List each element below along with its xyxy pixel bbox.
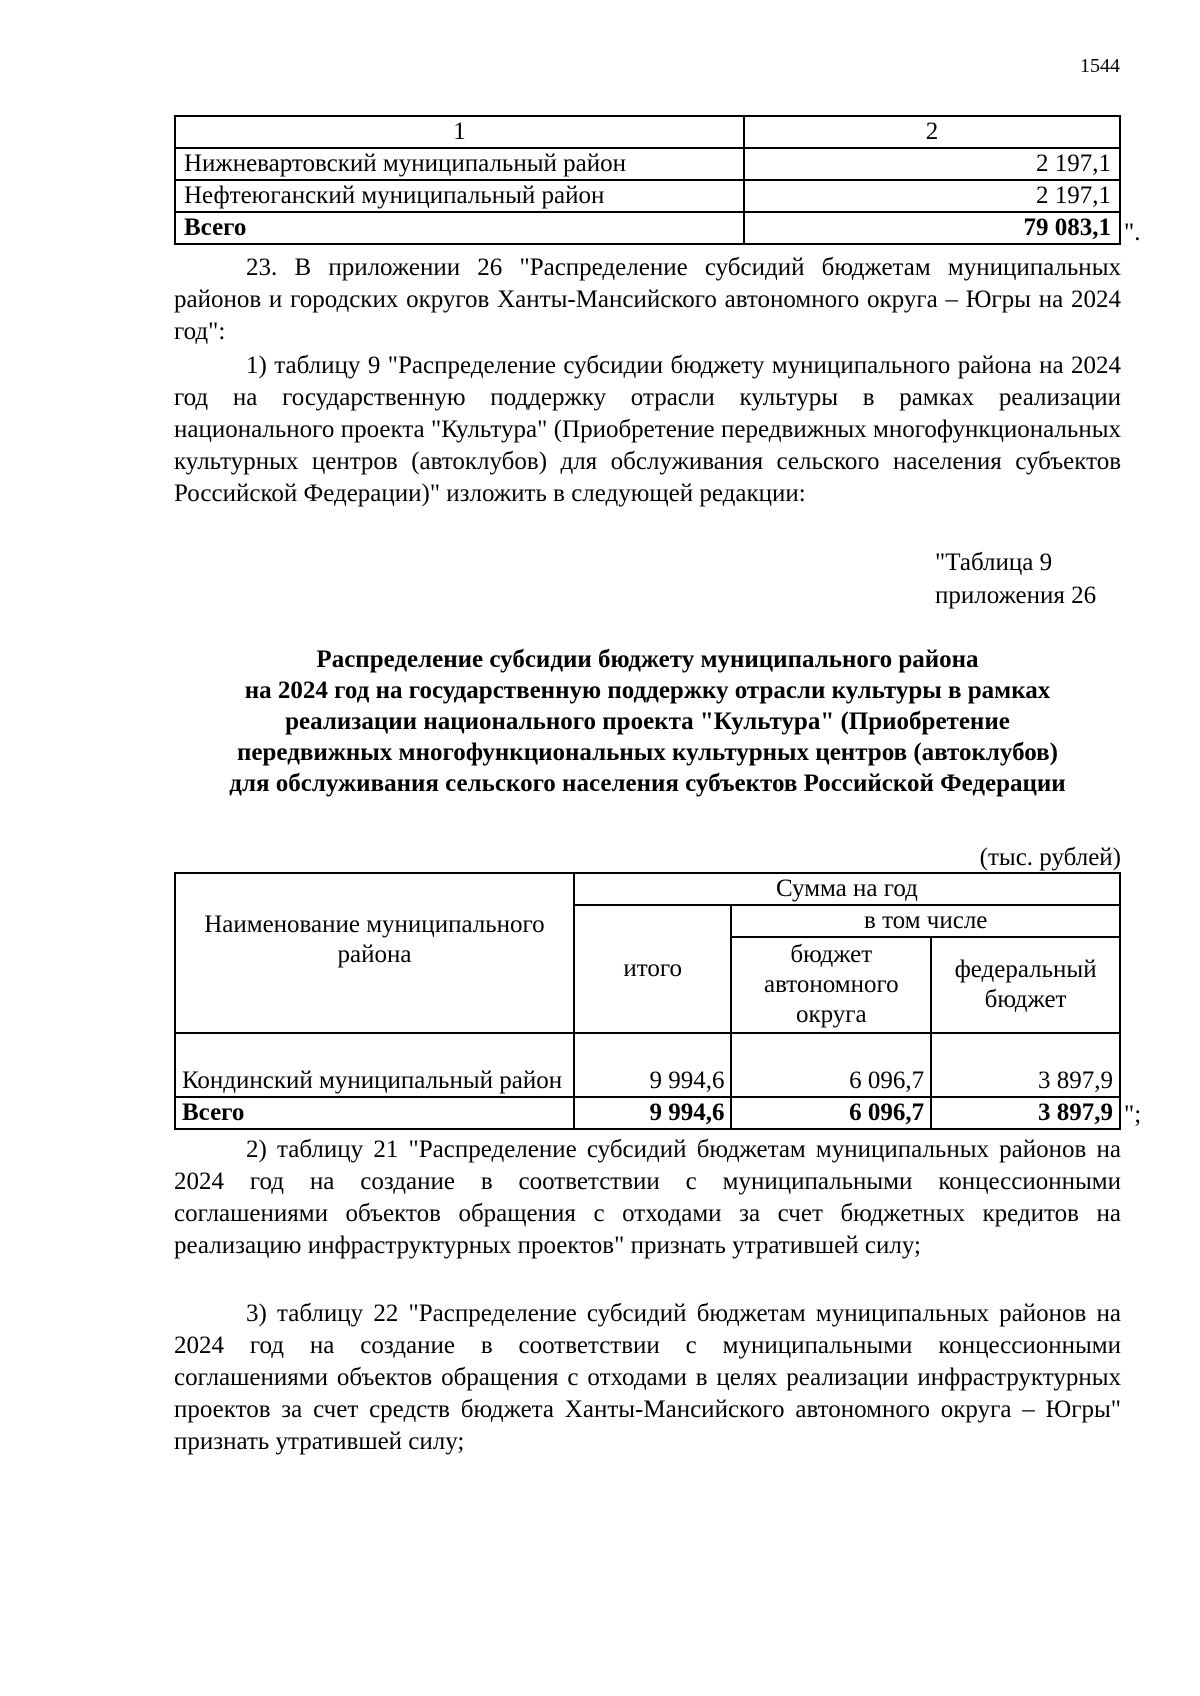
title-line: Распределение субсидии бюджету муниципального района: [316, 646, 979, 673]
table-total-row: [175, 212, 1120, 244]
paragraph-item-2: 2) таблицу 21 "Распределение субсидий бюджетам муниципальных районов на 2024 год на создание в соответствии с муниципальными концессионными соглашениями объектов обращения с отходами за счет бюджетных кредитов на реализацию инфраструктурных проектов" признать утратившей силу;: [174, 1136, 1121, 1259]
title-line: для обслуживания сельского населения субъектов Российской Федерации: [229, 770, 1066, 797]
total-label: Всего: [175, 212, 744, 244]
header-okrug-budget: бюджет автономного округа: [731, 937, 931, 1033]
total-okrug: 6 096,7: [731, 1097, 931, 1129]
district-name: Кондинский муниципальный район: [175, 1033, 574, 1097]
table-row: [175, 180, 1120, 212]
header-sum-per-year: Сумма на год: [574, 873, 1120, 905]
header-total: итого: [574, 905, 732, 1033]
title-line: на 2024 год на государственную поддержку отрасли культуры в рамках: [244, 677, 1051, 704]
title-line: передвижных многофункциональных культурных центров (автоклубов): [237, 739, 1058, 766]
total-value: 79 083,1: [744, 212, 1120, 244]
header-federal-budget: федеральный бюджет: [931, 937, 1120, 1033]
district-value: 2 197,1: [744, 180, 1120, 212]
table-ref-line-1: "Таблица 9: [935, 549, 1053, 576]
total-value: 9 994,6: [574, 1097, 732, 1129]
total-label: Всего: [175, 1097, 574, 1129]
table-header-row: [175, 873, 1120, 905]
table-continuation: [174, 115, 1121, 245]
table-header-row: [175, 116, 1120, 148]
table-row: [175, 148, 1120, 180]
district-name: Нефтеюганский муниципальный район: [175, 180, 744, 212]
paragraph-item-3: 3) таблицу 22 "Распределение субсидий бюджетам муниципальных районов на 2024 год на создание в соответствии с муниципальными концессионными соглашениями объектов обращения с отходами в целях реализации инфраструктурных проектов за счет средств бюджета Ханты-Мансийского автономного округа – Югры" признать утратившей силу;: [174, 1300, 1121, 1455]
table2-title: [174, 644, 1121, 799]
paragraph-item-1: 1) таблицу 9 "Распределение субсидии бюджету муниципального района на 2024 год на государственную поддержку отрасли культуры в рамках реализации национального проекта "Культура" (Приобретение передвижных многофункциональных культурных центров (автоклубов) для обслуживания сельского населения субъектов Российской Федерации)" изложить в следующей редакции:: [174, 352, 1121, 507]
table-row: [175, 1033, 1120, 1097]
value-okrug: 6 096,7: [731, 1033, 931, 1097]
header-district-name: Наименование муниципального района: [175, 873, 574, 1033]
column-number-2: 2: [744, 116, 1120, 148]
table-total-row: [175, 1097, 1120, 1129]
table1-closing-quote: ".: [1124, 219, 1141, 246]
paragraph-23: 23. В приложении 26 "Распределение субсидий бюджетам муниципальных районов и городских округов Ханты-Мансийского автономного округа – Югры на 2024 год":: [174, 254, 1121, 345]
units-label: (тыс. рублей): [979, 844, 1121, 871]
value-total: 9 994,6: [574, 1033, 732, 1097]
page-number: 1544: [1080, 55, 1120, 77]
table-ref-line-2: приложения 26: [935, 582, 1097, 609]
title-line: реализации национального проекта "Культура" (Приобретение: [285, 708, 1010, 735]
total-federal: 3 897,9: [931, 1097, 1120, 1129]
column-number-1: 1: [175, 116, 744, 148]
table2-closing-quote: ";: [1124, 1101, 1142, 1128]
subsidy-table: [174, 872, 1121, 1130]
header-including: в том числе: [731, 905, 1120, 937]
district-value: 2 197,1: [744, 148, 1120, 180]
district-name: Нижневартовский муниципальный район: [175, 148, 744, 180]
value-federal: 3 897,9: [931, 1033, 1120, 1097]
